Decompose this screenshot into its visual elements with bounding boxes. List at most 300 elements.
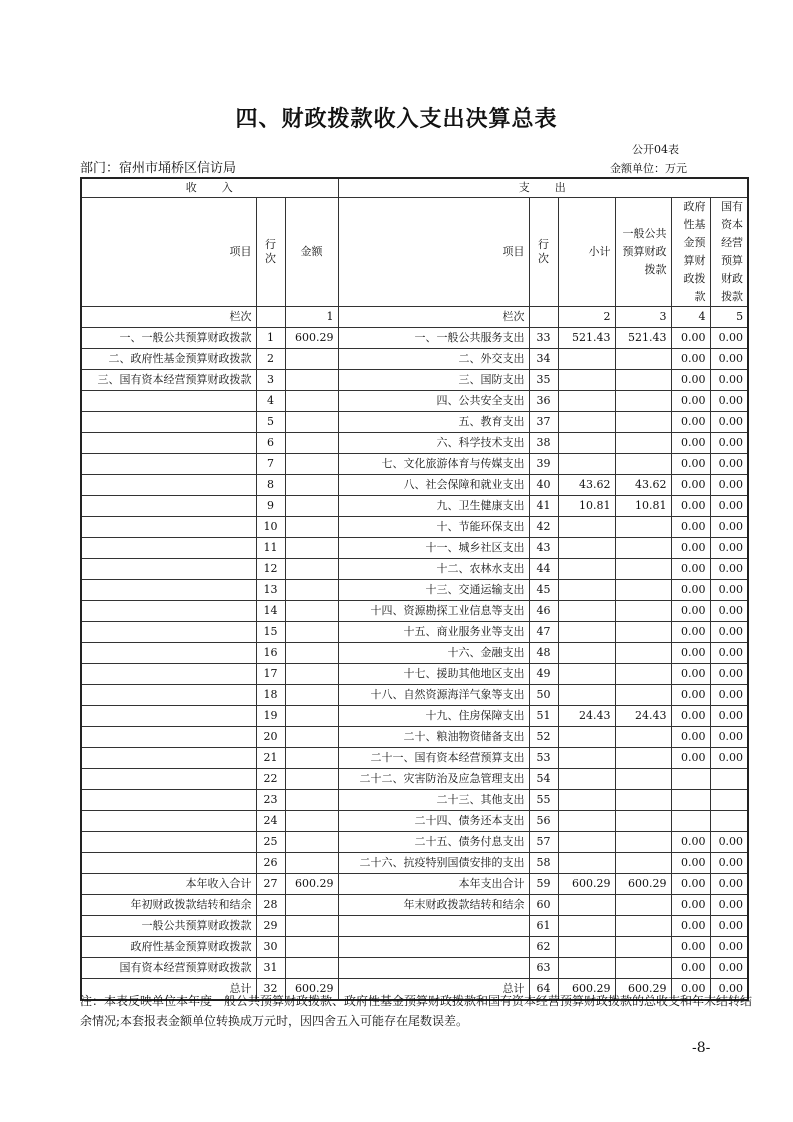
- out-item-cell: [338, 958, 529, 979]
- in-line-cell: 11: [256, 538, 285, 559]
- table-row: [81, 454, 748, 475]
- soe-budget-cell: 0.00: [710, 622, 748, 643]
- out-item-cell: 九、卫生健康支出: [338, 496, 529, 517]
- table-row: [81, 538, 748, 559]
- fund-budget-cell: 0.00: [671, 832, 710, 853]
- in-amount-cell: [285, 895, 338, 916]
- general-budget-cell: [615, 412, 671, 433]
- in-item-cell: [81, 685, 256, 706]
- general-budget-cell: 43.62: [615, 475, 671, 496]
- general-budget-cell: [615, 349, 671, 370]
- in-amount-cell: 600.29: [285, 328, 338, 349]
- fund-budget-cell: 0.00: [671, 349, 710, 370]
- general-budget-cell: [615, 895, 671, 916]
- in-line-header: 行次: [256, 198, 285, 307]
- general-budget-cell: 600.29: [615, 874, 671, 895]
- general-index: 3: [615, 307, 671, 328]
- table-row: [81, 769, 748, 790]
- general-budget-cell: [615, 643, 671, 664]
- fund-budget-cell: 0.00: [671, 979, 710, 1001]
- out-item-cell: 二十一、国有资本经营预算支出: [338, 748, 529, 769]
- in-line-cell: 19: [256, 706, 285, 727]
- out-line-header: 行次: [529, 198, 558, 307]
- in-item-cell: [81, 559, 256, 580]
- in-line-cell: 3: [256, 370, 285, 391]
- table-row: [81, 958, 748, 979]
- soe-budget-cell: 0.00: [710, 895, 748, 916]
- out-line-cell: 47: [529, 622, 558, 643]
- out-item-cell: 一、一般公共服务支出: [338, 328, 529, 349]
- table-row: [81, 643, 748, 664]
- out-line-cell: 61: [529, 916, 558, 937]
- out-line-cell: 62: [529, 937, 558, 958]
- in-amount-cell: [285, 832, 338, 853]
- general-budget-cell: [615, 958, 671, 979]
- soe-budget-cell: 0.00: [710, 559, 748, 580]
- general-budget-cell: [615, 748, 671, 769]
- in-amount-cell: [285, 349, 338, 370]
- table-row: [81, 475, 748, 496]
- in-line-cell: 10: [256, 517, 285, 538]
- out-line-cell: 39: [529, 454, 558, 475]
- general-budget-cell: [615, 832, 671, 853]
- out-line-cell: 46: [529, 601, 558, 622]
- in-item-header: 项目: [81, 198, 256, 307]
- page-title: 四、财政拨款收入支出决算总表: [235, 106, 558, 132]
- in-line-cell: 30: [256, 937, 285, 958]
- out-line-cell: 55: [529, 790, 558, 811]
- out-item-cell: 十二、农林水支出: [338, 559, 529, 580]
- general-budget-cell: [615, 622, 671, 643]
- in-amount-cell: [285, 559, 338, 580]
- table-row: [81, 937, 748, 958]
- in-item-cell: [81, 496, 256, 517]
- in-amount-cell: [285, 937, 338, 958]
- in-line-cell: 9: [256, 496, 285, 517]
- subtotal-cell: [558, 643, 615, 664]
- soe-budget-cell: 0.00: [710, 328, 748, 349]
- soe-budget-cell: 0.00: [710, 475, 748, 496]
- subtotal-cell: [558, 433, 615, 454]
- table-row: [81, 916, 748, 937]
- fund-budget-cell: 0.00: [671, 433, 710, 454]
- in-line-cell: 16: [256, 643, 285, 664]
- fiscal-appropriation-table: [80, 177, 749, 1001]
- fund-budget-cell: 0.00: [671, 727, 710, 748]
- in-line-cell: 13: [256, 580, 285, 601]
- in-amount-cell: [285, 664, 338, 685]
- header-group-row: [81, 178, 748, 198]
- in-item-cell: 一、一般公共预算财政拨款: [81, 328, 256, 349]
- general-budget-cell: [615, 790, 671, 811]
- in-item-cell: [81, 748, 256, 769]
- soe-budget-cell: 0.00: [710, 517, 748, 538]
- in-index-label: 栏次: [81, 307, 256, 328]
- in-item-cell: 总计: [81, 979, 256, 1001]
- in-amount-cell: [285, 790, 338, 811]
- soe-index: 5: [710, 307, 748, 328]
- in-item-cell: [81, 664, 256, 685]
- soe-budget-cell: [710, 790, 748, 811]
- in-item-cell: [81, 454, 256, 475]
- subtotal-cell: [558, 685, 615, 706]
- amount-unit: 金额单位：万元: [610, 162, 687, 175]
- general-budget-cell: [615, 391, 671, 412]
- out-line-cell: 60: [529, 895, 558, 916]
- in-line-cell: 1: [256, 328, 285, 349]
- table-row: [81, 412, 748, 433]
- in-item-cell: 一般公共预算财政拨款: [81, 916, 256, 937]
- fund-budget-cell: 0.00: [671, 664, 710, 685]
- out-item-cell: 十七、援助其他地区支出: [338, 664, 529, 685]
- subtotal-cell: 600.29: [558, 979, 615, 1001]
- in-line-cell: 28: [256, 895, 285, 916]
- out-item-cell: 二、外交支出: [338, 349, 529, 370]
- table-row: [81, 853, 748, 874]
- table-row: [81, 685, 748, 706]
- out-line-cell: 59: [529, 874, 558, 895]
- subtotal-cell: [558, 958, 615, 979]
- soe-budget-cell: 0.00: [710, 832, 748, 853]
- out-line-cell: 48: [529, 643, 558, 664]
- income-header: 收 入: [81, 178, 338, 198]
- subtotal-index: 2: [558, 307, 615, 328]
- out-item-header: 项目: [338, 198, 529, 307]
- fund-index: 4: [671, 307, 710, 328]
- out-item-cell: 十五、商业服务业等支出: [338, 622, 529, 643]
- table-row: [81, 349, 748, 370]
- out-item-cell: 十、节能环保支出: [338, 517, 529, 538]
- subtotal-cell: [558, 370, 615, 391]
- out-line-cell: 41: [529, 496, 558, 517]
- subtotal-cell: 600.29: [558, 874, 615, 895]
- soe-budget-cell: 0.00: [710, 664, 748, 685]
- out-line-cell: 57: [529, 832, 558, 853]
- subtotal-cell: [558, 748, 615, 769]
- in-line-cell: 22: [256, 769, 285, 790]
- out-line-cell: 52: [529, 727, 558, 748]
- out-line-cell: 56: [529, 811, 558, 832]
- general-budget-cell: [615, 538, 671, 559]
- in-amount-cell: [285, 748, 338, 769]
- table-row: [81, 790, 748, 811]
- subtotal-cell: [558, 937, 615, 958]
- general-budget-cell: [615, 727, 671, 748]
- soe-budget-cell: 0.00: [710, 643, 748, 664]
- form-number: 公开04表: [632, 143, 679, 156]
- table-row: [81, 433, 748, 454]
- in-item-cell: 年初财政拨款结转和结余: [81, 895, 256, 916]
- soe-budget-cell: [710, 769, 748, 790]
- in-amount-index: 1: [285, 307, 338, 328]
- general-budget-cell: [615, 601, 671, 622]
- out-line-cell: 43: [529, 538, 558, 559]
- in-amount-cell: 600.29: [285, 874, 338, 895]
- empty-cell: [529, 307, 558, 328]
- fund-budget-cell: 0.00: [671, 559, 710, 580]
- out-index-label: 栏次: [338, 307, 529, 328]
- out-item-cell: 本年支出合计: [338, 874, 529, 895]
- fund-budget-cell: [671, 769, 710, 790]
- fund-budget-cell: 0.00: [671, 916, 710, 937]
- out-item-cell: 十六、金融支出: [338, 643, 529, 664]
- fund-budget-cell: 0.00: [671, 748, 710, 769]
- fund-budget-cell: 0.00: [671, 643, 710, 664]
- column-index-row: [81, 307, 748, 328]
- table-row: [81, 601, 748, 622]
- general-budget-cell: 10.81: [615, 496, 671, 517]
- in-amount-header: 金额: [285, 198, 338, 307]
- in-line-cell: 18: [256, 685, 285, 706]
- in-item-cell: [81, 706, 256, 727]
- table-row: [81, 517, 748, 538]
- fund-budget-cell: 0.00: [671, 412, 710, 433]
- out-item-cell: 十三、交通运输支出: [338, 580, 529, 601]
- in-amount-cell: [285, 643, 338, 664]
- in-item-cell: 国有资本经营预算财政拨款: [81, 958, 256, 979]
- in-item-cell: [81, 601, 256, 622]
- out-line-cell: 33: [529, 328, 558, 349]
- general-budget-cell: 24.43: [615, 706, 671, 727]
- table-row: [81, 370, 748, 391]
- out-item-cell: 五、教育支出: [338, 412, 529, 433]
- in-amount-cell: [285, 685, 338, 706]
- in-item-cell: [81, 832, 256, 853]
- in-amount-cell: [285, 475, 338, 496]
- soe-budget-cell: 0.00: [710, 958, 748, 979]
- subtotal-cell: [558, 517, 615, 538]
- out-line-cell: 50: [529, 685, 558, 706]
- fund-budget-cell: 0.00: [671, 895, 710, 916]
- general-budget-cell: 521.43: [615, 328, 671, 349]
- table-row: [81, 391, 748, 412]
- subtotal-header: 小计: [558, 198, 615, 307]
- subtotal-cell: [558, 391, 615, 412]
- in-amount-cell: 600.29: [285, 979, 338, 1001]
- in-line-cell: 5: [256, 412, 285, 433]
- header-row: [81, 198, 748, 307]
- page-number: -8-: [692, 1040, 711, 1056]
- subtotal-cell: 24.43: [558, 706, 615, 727]
- out-item-cell: 二十、粮油物资储备支出: [338, 727, 529, 748]
- in-amount-cell: [285, 412, 338, 433]
- out-item-cell: 八、社会保障和就业支出: [338, 475, 529, 496]
- table-row: [81, 622, 748, 643]
- in-line-cell: 6: [256, 433, 285, 454]
- in-item-cell: [81, 475, 256, 496]
- out-line-cell: 38: [529, 433, 558, 454]
- soe-budget-cell: 0.00: [710, 391, 748, 412]
- in-item-cell: [81, 769, 256, 790]
- in-amount-cell: [285, 769, 338, 790]
- subtotal-cell: [558, 790, 615, 811]
- in-amount-cell: [285, 433, 338, 454]
- out-item-cell: [338, 937, 529, 958]
- in-amount-cell: [285, 370, 338, 391]
- soe-budget-cell: 0.00: [710, 454, 748, 475]
- general-budget-cell: [615, 916, 671, 937]
- in-amount-cell: [285, 601, 338, 622]
- out-item-cell: 六、科学技术支出: [338, 433, 529, 454]
- subtotal-cell: [558, 622, 615, 643]
- fund-budget-cell: 0.00: [671, 454, 710, 475]
- fund-budget-cell: 0.00: [671, 475, 710, 496]
- subtotal-cell: [558, 853, 615, 874]
- in-line-cell: 20: [256, 727, 285, 748]
- subtotal-cell: [558, 412, 615, 433]
- fund-budget-cell: 0.00: [671, 580, 710, 601]
- table-row: [81, 580, 748, 601]
- soe-budget-cell: [710, 811, 748, 832]
- out-line-cell: 42: [529, 517, 558, 538]
- out-item-cell: 二十六、抗疫特别国债安排的支出: [338, 853, 529, 874]
- soe-budget-cell: 0.00: [710, 853, 748, 874]
- soe-budget-cell: 0.00: [710, 538, 748, 559]
- soe-budget-cell: 0.00: [710, 979, 748, 1001]
- general-budget-cell: 600.29: [615, 979, 671, 1001]
- subtotal-cell: [558, 580, 615, 601]
- in-line-cell: 17: [256, 664, 285, 685]
- in-amount-cell: [285, 580, 338, 601]
- soe-budget-cell: 0.00: [710, 916, 748, 937]
- table-row: [81, 664, 748, 685]
- table-row: [81, 328, 748, 349]
- general-budget-cell: [615, 685, 671, 706]
- soe-budget-cell: 0.00: [710, 937, 748, 958]
- general-budget-cell: [615, 937, 671, 958]
- out-item-cell: 二十四、债务还本支出: [338, 811, 529, 832]
- soe-budget-cell: 0.00: [710, 433, 748, 454]
- subtotal-cell: [558, 811, 615, 832]
- in-line-cell: 21: [256, 748, 285, 769]
- in-item-cell: 三、国有资本经营预算财政拨款: [81, 370, 256, 391]
- general-budget-cell: [615, 664, 671, 685]
- out-line-cell: 34: [529, 349, 558, 370]
- in-item-cell: [81, 433, 256, 454]
- in-item-cell: [81, 811, 256, 832]
- out-item-cell: 二十三、其他支出: [338, 790, 529, 811]
- in-line-cell: 29: [256, 916, 285, 937]
- soe-budget-cell: 0.00: [710, 370, 748, 391]
- subtotal-cell: [558, 601, 615, 622]
- in-item-cell: 政府性基金预算财政拨款: [81, 937, 256, 958]
- in-item-cell: [81, 412, 256, 433]
- out-item-cell: 十九、住房保障支出: [338, 706, 529, 727]
- in-item-cell: 本年收入合计: [81, 874, 256, 895]
- fund-budget-cell: [671, 811, 710, 832]
- general-budget-cell: [615, 769, 671, 790]
- in-item-cell: [81, 790, 256, 811]
- soe-budget-cell: 0.00: [710, 496, 748, 517]
- fund-budget-cell: 0.00: [671, 622, 710, 643]
- in-line-cell: 24: [256, 811, 285, 832]
- fund-budget-cell: 0.00: [671, 853, 710, 874]
- soe-budget-cell: 0.00: [710, 874, 748, 895]
- in-item-cell: [81, 853, 256, 874]
- table-row: [81, 895, 748, 916]
- in-amount-cell: [285, 958, 338, 979]
- in-item-cell: [81, 622, 256, 643]
- soe-budget-cell: 0.00: [710, 685, 748, 706]
- in-item-cell: [81, 580, 256, 601]
- soe-budget-cell: 0.00: [710, 727, 748, 748]
- subtotal-cell: [558, 349, 615, 370]
- fund-budget-cell: 0.00: [671, 874, 710, 895]
- general-budget-header: 一般公共预算财政拨款: [615, 198, 671, 307]
- empty-cell: [256, 307, 285, 328]
- subtotal-cell: [558, 538, 615, 559]
- in-line-cell: 26: [256, 853, 285, 874]
- soe-budget-cell: 0.00: [710, 601, 748, 622]
- table-row: [81, 811, 748, 832]
- table-row: [81, 496, 748, 517]
- fund-budget-cell: 0.00: [671, 496, 710, 517]
- subtotal-cell: 10.81: [558, 496, 615, 517]
- general-budget-cell: [615, 517, 671, 538]
- out-item-cell: 七、文化旅游体育与传媒支出: [338, 454, 529, 475]
- soe-budget-cell: 0.00: [710, 349, 748, 370]
- table-row: [81, 706, 748, 727]
- department-label: 部门：宿州市埇桥区信访局: [80, 161, 237, 176]
- in-item-cell: [81, 727, 256, 748]
- fund-budget-cell: [671, 790, 710, 811]
- soe-budget-cell: 0.00: [710, 580, 748, 601]
- in-item-cell: [81, 538, 256, 559]
- subtotal-cell: 521.43: [558, 328, 615, 349]
- subtotal-cell: [558, 769, 615, 790]
- out-line-cell: 35: [529, 370, 558, 391]
- in-amount-cell: [285, 727, 338, 748]
- subtotal-cell: [558, 727, 615, 748]
- out-line-cell: 58: [529, 853, 558, 874]
- general-budget-cell: [615, 811, 671, 832]
- fund-budget-cell: 0.00: [671, 328, 710, 349]
- general-budget-cell: [615, 580, 671, 601]
- fund-budget-cell: 0.00: [671, 937, 710, 958]
- in-line-cell: 4: [256, 391, 285, 412]
- out-line-cell: 64: [529, 979, 558, 1001]
- out-line-cell: 53: [529, 748, 558, 769]
- soe-budget-cell: 0.00: [710, 706, 748, 727]
- subtotal-cell: [558, 559, 615, 580]
- in-line-cell: 8: [256, 475, 285, 496]
- subtotal-cell: [558, 454, 615, 475]
- in-amount-cell: [285, 454, 338, 475]
- in-amount-cell: [285, 853, 338, 874]
- out-item-cell: 二十二、灾害防治及应急管理支出: [338, 769, 529, 790]
- out-line-cell: 36: [529, 391, 558, 412]
- in-amount-cell: [285, 517, 338, 538]
- fund-budget-cell: 0.00: [671, 958, 710, 979]
- in-line-cell: 27: [256, 874, 285, 895]
- subtotal-cell: [558, 916, 615, 937]
- fund-budget-cell: 0.00: [671, 370, 710, 391]
- in-line-cell: 14: [256, 601, 285, 622]
- footnote: 注：本表反映单位本年度一般公共预算财政拨款、政府性基金预算财政拨款和国有资本经营预算财政拨款的总收支和年末结转结余情况;本套报表金额单位转换成万元时，因四舍五入可能存在尾数误差。: [80, 994, 753, 1028]
- in-amount-cell: [285, 622, 338, 643]
- subtotal-cell: [558, 895, 615, 916]
- out-line-cell: 37: [529, 412, 558, 433]
- general-budget-cell: [615, 454, 671, 475]
- in-item-cell: [81, 643, 256, 664]
- general-budget-cell: [615, 433, 671, 454]
- general-budget-cell: [615, 559, 671, 580]
- in-amount-cell: [285, 811, 338, 832]
- fund-budget-cell: 0.00: [671, 517, 710, 538]
- table-row: [81, 727, 748, 748]
- out-item-cell: 总计: [338, 979, 529, 1001]
- table-row: [81, 832, 748, 853]
